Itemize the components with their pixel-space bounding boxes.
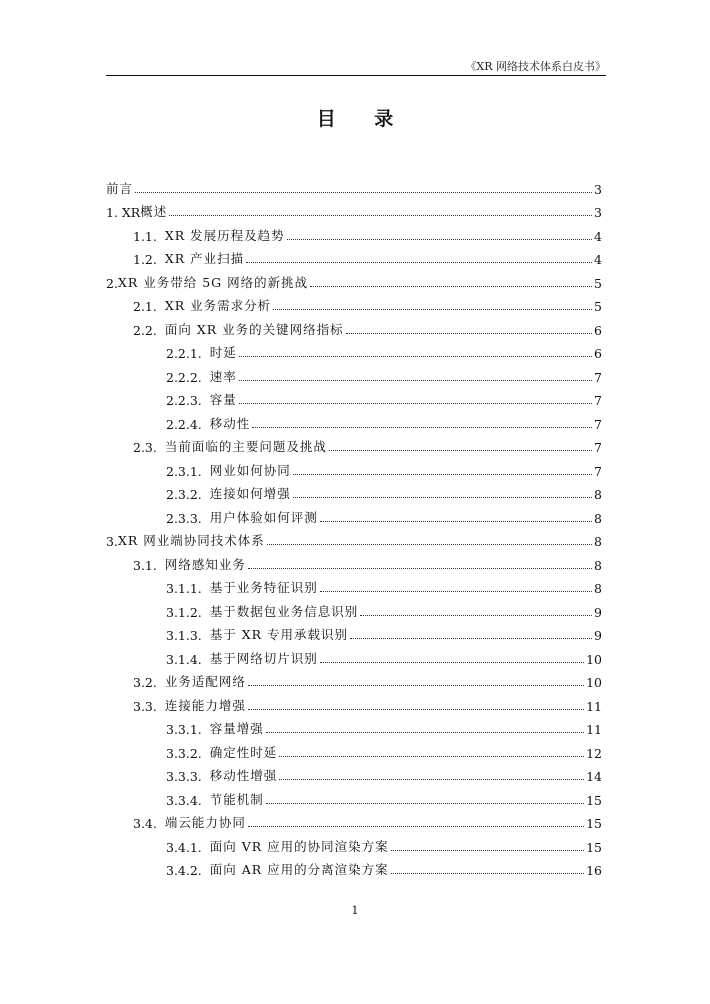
toc-entry-page: 15	[586, 792, 602, 808]
toc-entry[interactable]	[106, 549, 602, 573]
toc-entry[interactable]	[106, 291, 602, 315]
toc-leader-dots	[169, 214, 592, 216]
toc-entry-number: 2.2.2.	[166, 369, 202, 385]
toc-entry-label: 时延	[209, 345, 237, 360]
toc-entry-number: 3.1.3.	[166, 628, 202, 643]
toc-leader-dots	[266, 802, 584, 804]
toc-entry-page: 8	[594, 534, 602, 549]
toc-entry[interactable]	[106, 737, 602, 761]
toc-leader-dots	[248, 708, 584, 710]
toc-entry-page: 7	[594, 463, 602, 479]
header-rule	[106, 75, 606, 76]
toc-entry-number: 2.2.1.	[166, 346, 202, 361]
toc-entry-number: 3.3.2.	[166, 745, 202, 761]
toc-entry-label: 端云能力协同	[164, 815, 246, 830]
toc-leader-dots	[279, 755, 584, 757]
toc-entry-label: 用户体验如何评测	[209, 509, 318, 525]
toc-entry-number: 3.4.2.	[166, 863, 202, 878]
toc-entry-page: 7	[594, 369, 602, 385]
toc-entry-label: 当前面临的主要问题及挑战	[164, 439, 327, 454]
toc-entry-number: 2.3.1.	[166, 463, 202, 479]
toc-entry-page: 12	[586, 745, 602, 761]
toc-entry[interactable]	[106, 596, 602, 620]
toc-entry-number: 2.2.4.	[166, 416, 202, 432]
toc-leader-dots	[239, 402, 592, 404]
toc-entry-label: 网络感知业务	[164, 556, 246, 572]
toc-entry-number: 3.	[106, 534, 118, 549]
toc-entry[interactable]	[106, 667, 602, 691]
toc-leader-dots	[320, 520, 592, 522]
toc-entry-label: 基于数据包业务信息识别	[209, 603, 359, 619]
toc-leader-dots	[239, 379, 592, 381]
toc-entry-page: 8	[594, 487, 602, 502]
toc-leader-dots	[320, 661, 584, 663]
toc-entry-label: 前言	[106, 180, 134, 196]
toc-leader-dots	[239, 355, 592, 357]
toc-entry-number: 2.2.3.	[166, 393, 202, 408]
toc-entry-number: 1.1.	[133, 228, 157, 244]
toc-entry-number: 2.	[106, 275, 118, 291]
toc-entry-number: 3.1.2.	[166, 604, 202, 620]
toc-entry-page: 5	[594, 299, 602, 314]
toc-entry-number: 2.3.	[133, 440, 157, 455]
toc-leader-dots	[287, 238, 592, 240]
toc-entry-label: 确定性时延	[209, 744, 278, 760]
toc-entry-page: 7	[594, 440, 602, 455]
toc-entry-label: 网业如何协同	[209, 462, 291, 478]
toc-entry[interactable]	[106, 690, 602, 714]
toc-entry[interactable]	[106, 314, 602, 338]
toc-entry[interactable]	[106, 220, 602, 244]
toc-entry-page: 6	[594, 346, 602, 361]
toc-entry-page: 7	[594, 393, 602, 408]
toc-entry-number: 2.2.	[133, 322, 157, 338]
toc-entry-number: 3.3.	[133, 698, 157, 714]
toc-entry[interactable]	[106, 432, 602, 456]
toc-leader-dots	[266, 731, 584, 733]
toc-entry-number: 3.2.	[133, 675, 157, 690]
toc-entry[interactable]	[106, 267, 602, 291]
toc-entry-page: 15	[586, 816, 602, 831]
toc-leader-dots	[391, 872, 584, 874]
toc-entry-label: XR 业务带给 5G 网络的新挑战	[117, 274, 309, 290]
toc-entry[interactable]	[106, 361, 602, 385]
toc-entry-label: 业务适配网络	[164, 674, 246, 689]
toc-entry-page: 11	[586, 722, 602, 737]
toc-entry-label: 面向 AR 应用的分离渲染方案	[209, 862, 389, 877]
toc-entry-label: 基于业务特征识别	[209, 580, 318, 595]
toc-entry-page: 11	[586, 698, 602, 714]
toc-entry[interactable]	[106, 714, 602, 738]
toc-entry[interactable]	[106, 620, 602, 644]
toc-leader-dots	[273, 308, 592, 310]
toc-entry[interactable]	[106, 479, 602, 503]
toc-entry-label: XR 发展历程及趋势	[164, 227, 285, 243]
toc-entry-page: 15	[586, 839, 602, 855]
toc-leader-dots	[293, 496, 592, 498]
toc-entry-label: 节能机制	[209, 791, 264, 807]
toc-leader-dots	[350, 637, 592, 639]
toc-leader-dots	[279, 778, 584, 780]
toc-entry-page: 6	[594, 322, 602, 338]
toc-entry-label: 移动性增强	[209, 768, 278, 783]
toc-entry-number: 3.1.4.	[166, 651, 202, 667]
toc-leader-dots	[252, 426, 592, 428]
toc-entry-page: 16	[586, 863, 602, 878]
toc-entry-number: 3.3.3.	[166, 769, 202, 784]
toc-entry-label: XR 网业端协同技术体系	[117, 533, 265, 548]
toc-entry[interactable]	[106, 455, 602, 479]
toc-entry-label: 基于 XR 专用承载识别	[209, 627, 349, 642]
toc-entry-page: 8	[594, 510, 602, 526]
toc-leader-dots	[248, 825, 584, 827]
toc-entry-label: XR 业务需求分析	[164, 298, 272, 313]
toc-entry-number: 1. XR	[106, 205, 141, 220]
running-header: 《XR 网络技术体系白皮书》	[465, 60, 606, 73]
toc-entry-page: 9	[594, 604, 602, 620]
toc-leader-dots	[248, 567, 592, 569]
toc-entry-page: 4	[594, 252, 602, 267]
toc-entry-page: 5	[594, 275, 602, 291]
toc-leader-dots	[329, 449, 592, 451]
toc-leader-dots	[310, 285, 592, 287]
toc-leader-dots	[360, 614, 592, 616]
toc-entry[interactable]	[106, 808, 602, 832]
toc-entry-number: 2.1.	[133, 299, 157, 314]
toc-leader-dots	[346, 332, 592, 334]
toc-entry-label: 移动性	[209, 415, 251, 431]
toc-leader-dots	[248, 684, 584, 686]
toc-entry-page: 14	[586, 769, 602, 784]
toc-entry-label: 连接能力增强	[164, 697, 246, 713]
toc-entry-page: 3	[594, 181, 602, 197]
toc-entry-page: 7	[594, 416, 602, 432]
toc-entry[interactable]	[106, 761, 602, 785]
toc-entry-label: 概述	[140, 204, 168, 219]
toc-entry[interactable]	[106, 502, 602, 526]
toc-entry-page: 8	[594, 557, 602, 573]
page-number: 1	[351, 904, 359, 917]
page-title: 目 录	[316, 108, 410, 130]
toc-entry-page: 10	[586, 675, 602, 690]
toc-entry-number: 3.1.1.	[166, 581, 202, 596]
toc-entry-label: 面向 XR 业务的关键网络指标	[164, 321, 344, 337]
toc-entry-number: 3.3.4.	[166, 792, 202, 808]
toc-entry-number: 3.1.	[133, 557, 157, 573]
toc-entry[interactable]	[106, 385, 602, 409]
toc-entry-page: 8	[594, 581, 602, 596]
toc-entry-number: 1.2.	[133, 252, 157, 267]
toc-leader-dots	[135, 191, 592, 193]
toc-entry[interactable]	[106, 244, 602, 268]
toc-entry-number: 3.4.1.	[166, 839, 202, 855]
table-of-contents	[106, 173, 602, 878]
toc-entry[interactable]	[106, 784, 602, 808]
toc-entry-label: 连接如何增强	[209, 486, 291, 501]
toc-leader-dots	[391, 849, 584, 851]
toc-entry-page: 10	[586, 651, 602, 667]
toc-leader-dots	[293, 473, 592, 475]
toc-entry-label: 基于网络切片识别	[209, 650, 318, 666]
toc-entry-number: 3.4.	[133, 816, 157, 831]
toc-entry[interactable]	[106, 855, 602, 879]
toc-entry-page: 9	[594, 628, 602, 643]
toc-entry[interactable]	[106, 173, 602, 197]
toc-entry[interactable]	[106, 643, 602, 667]
toc-entry[interactable]	[106, 338, 602, 362]
toc-entry-page: 4	[594, 228, 602, 244]
toc-entry-label: 速率	[209, 368, 237, 384]
toc-entry-label: XR 产业扫描	[164, 251, 245, 266]
toc-leader-dots	[246, 261, 592, 263]
toc-entry-number: 3.3.1.	[166, 722, 202, 737]
toc-entry-label: 容量	[209, 392, 237, 407]
toc-entry-label: 面向 VR 应用的协同渲染方案	[209, 838, 389, 854]
toc-entry[interactable]	[106, 831, 602, 855]
toc-entry-page: 3	[594, 205, 602, 220]
toc-entry-number: 2.3.3.	[166, 510, 202, 526]
toc-leader-dots	[267, 543, 592, 545]
toc-entry-label: 容量增强	[209, 721, 264, 736]
toc-entry-number: 2.3.2.	[166, 487, 202, 502]
toc-entry[interactable]	[106, 197, 602, 221]
toc-leader-dots	[320, 590, 592, 592]
toc-entry[interactable]	[106, 408, 602, 432]
toc-entry[interactable]	[106, 526, 602, 550]
toc-entry[interactable]	[106, 573, 602, 597]
